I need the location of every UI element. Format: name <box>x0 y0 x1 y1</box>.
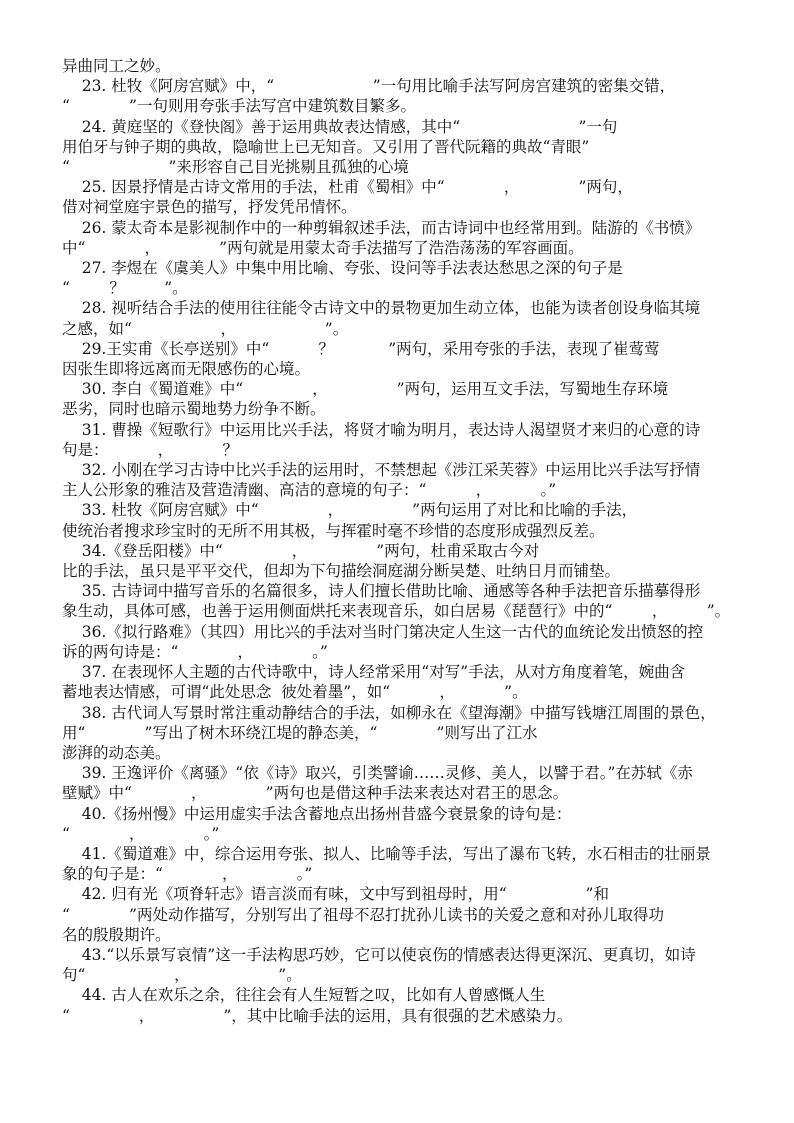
question-38: 38. 古代词人写景时常注重动静结合的手法，如柳永在《望海潮》中描写钱塘江周围的景色， <box>62 703 716 722</box>
text-line: 象生动，具体可感，也善于运用侧面烘托来表现音乐，如白居易《琵琶行》中的“ ， ”。 <box>62 602 731 621</box>
question-40: 40.《扬州慢》中运用虚实手法含蓄地点出扬州昔盛今衰景象的诗句是： <box>62 804 572 823</box>
question-44: 44. 古人在欢乐之余，往往会有人生短暂之叹，比如有人曾感慨人生 <box>62 986 546 1005</box>
text-line: 用伯牙与钟子期的典故，隐喻世上已无知音。又引用了晋代阮籍的典故“青眼” <box>62 137 590 156</box>
text-line: 壁赋》中“ ， ”两句也是借这种手法来表达对君王的思念。 <box>62 784 569 803</box>
text-line: 主人公形象的雅洁及营造清幽、高洁的意境的句子：“ ， 。” <box>62 481 557 500</box>
text-line: 诉的两句诗是：“ ， 。” <box>62 642 328 661</box>
question-24: 24. 黄庭坚的《登快阁》善于运用典故表达情感，其中“ ”一句 <box>62 117 618 136</box>
text-line: 比的手法，虽只是平平交代，但却为下句描绘洞庭湖分断吴楚、吐纳日月而铺垫。 <box>62 562 621 581</box>
text-line: 澎湃的动态美。 <box>62 743 171 762</box>
question-43: 43.“以乐景写哀情”这一手法构思巧妙，它可以使哀伤的情感表达得更深沉、更真切，如诗 <box>62 945 696 964</box>
text-line: “ ”两处动作描写，分别写出了祖母不忍打扰孙儿读书的关爱之意和对孙儿取得功 <box>62 905 664 924</box>
question-27: 27. 李煜在《虞美人》中集中用比喻、夸张、设问等手法表达愁思之深的句子是 <box>62 259 623 278</box>
text-line: 因张生即将远离而无限感伤的心境。 <box>62 360 311 379</box>
text-line: “ ？ ”。 <box>62 279 188 298</box>
question-37: 37. 在表现怀人主题的古代诗歌中，诗人经常采用“对写”手法，从对方角度着笔，婉曲含 <box>62 663 686 682</box>
question-42: 42. 归有光《项脊轩志》语言淡而有味，文中写到祖母时，用“ ”和 <box>62 885 609 904</box>
text-line: 使统治者搜求珍宝时的无所不用其极，与挥霍时毫不珍惜的态度形成强烈反差。 <box>62 521 605 540</box>
question-25: 25. 因景抒情是古诗文常用的手法，杜甫《蜀相》中“ ， ”两句， <box>62 178 633 197</box>
question-23: 23. 杜牧《阿房宫赋》中，“ ”一句用比喻手法写阿房宫建筑的密集交错， <box>62 77 676 96</box>
question-29: 29.王实甫《长亭送别》中“ ？ ”两句，采用夸张的手法，表现了崔莺莺 <box>62 339 660 358</box>
text-line: 象的句子是：“ ， 。” <box>62 865 313 884</box>
text-line: “ ”来形容自己目光挑剔且孤独的心境 <box>62 158 409 177</box>
question-39: 39. 王逸评价《离骚》“依《诗》取兴，引类譬谕……灵修、美人，以譬于君。”在苏轼《赤 <box>62 764 693 783</box>
question-35: 35. 古诗词中描写音乐的名篇很多，诗人们擅长借助比喻、通感等各种手法把音乐描摹得形 <box>62 582 701 601</box>
text-line: 蓄地表达情感，可谓“此处思念 彼处着墨”，如“ ， ”。 <box>62 683 528 702</box>
question-41: 41.《蜀道难》中，综合运用夸张、拟人、比喻等手法，写出了瀑布飞转，水石相击的壮丽景 <box>62 844 711 863</box>
text-line: 之感，如“ ， ”。 <box>62 319 349 338</box>
text-line: 句“ ， ”。 <box>62 966 302 985</box>
text-line: 中“ ， ”两句就是用蒙太奇手法描写了浩浩荡荡的军容画面。 <box>62 238 584 257</box>
document-page <box>62 56 738 1026</box>
question-26: 26. 蒙太奇本是影视制作中的一种剪辑叙述手法，而古诗词中也经常用到。陆游的《书愤》 <box>62 218 701 237</box>
question-36: 36.《拟行路难》（其四）用比兴的手法对当时门第决定人生这一古代的血统论发出愤怒的控 <box>62 622 704 641</box>
question-28: 28. 视听结合手法的使用往往能令古诗文中的景物更加生动立体，也能为读者创设身临其境 <box>62 299 701 318</box>
text-line: 异曲同工之妙。 <box>62 57 171 75</box>
text-line: “ ”一句则用夸张手法写宫中建筑数目繁多。 <box>62 97 416 116</box>
question-34: 34.《登岳阳楼》中“ ， ”两句，杜甫采取古今对 <box>62 541 540 560</box>
question-31: 31. 曹操《短歌行》中运用比兴手法，将贤才喻为明月，表达诗人渴望贤才来归的心意的诗 <box>62 420 701 439</box>
question-30: 30. 李白《蜀道难》中“ ， ”两句，运用互文手法，写蜀地生存环境 <box>62 380 669 399</box>
text-line: 借对祠堂庭宇景色的描写，抒发凭吊情怀。 <box>62 198 357 217</box>
question-32: 32. 小刚在学习古诗中比兴手法的运用时，不禁想起《涉江采芙蓉》中运用比兴手法写抒情 <box>62 461 701 480</box>
text-line: “ ， ”，其中比喻手法的运用，具有很强的艺术感染力。 <box>62 1006 573 1025</box>
text-line: 恶劣，同时也暗示蜀地势力纷争不断。 <box>62 400 326 419</box>
text-line: 用“ ”写出了树木环绕江堤的静态美，“ ”则写出了江水 <box>62 723 538 742</box>
text-line: 名的殷殷期许。 <box>62 925 171 944</box>
text-line: 句是： ， ？ <box>62 440 239 459</box>
text-line: “ ， 。” <box>62 824 220 843</box>
question-33: 33. 杜牧《阿房宫赋》中“ ， ”两句运用了对比和比喻的手法， <box>62 501 638 520</box>
